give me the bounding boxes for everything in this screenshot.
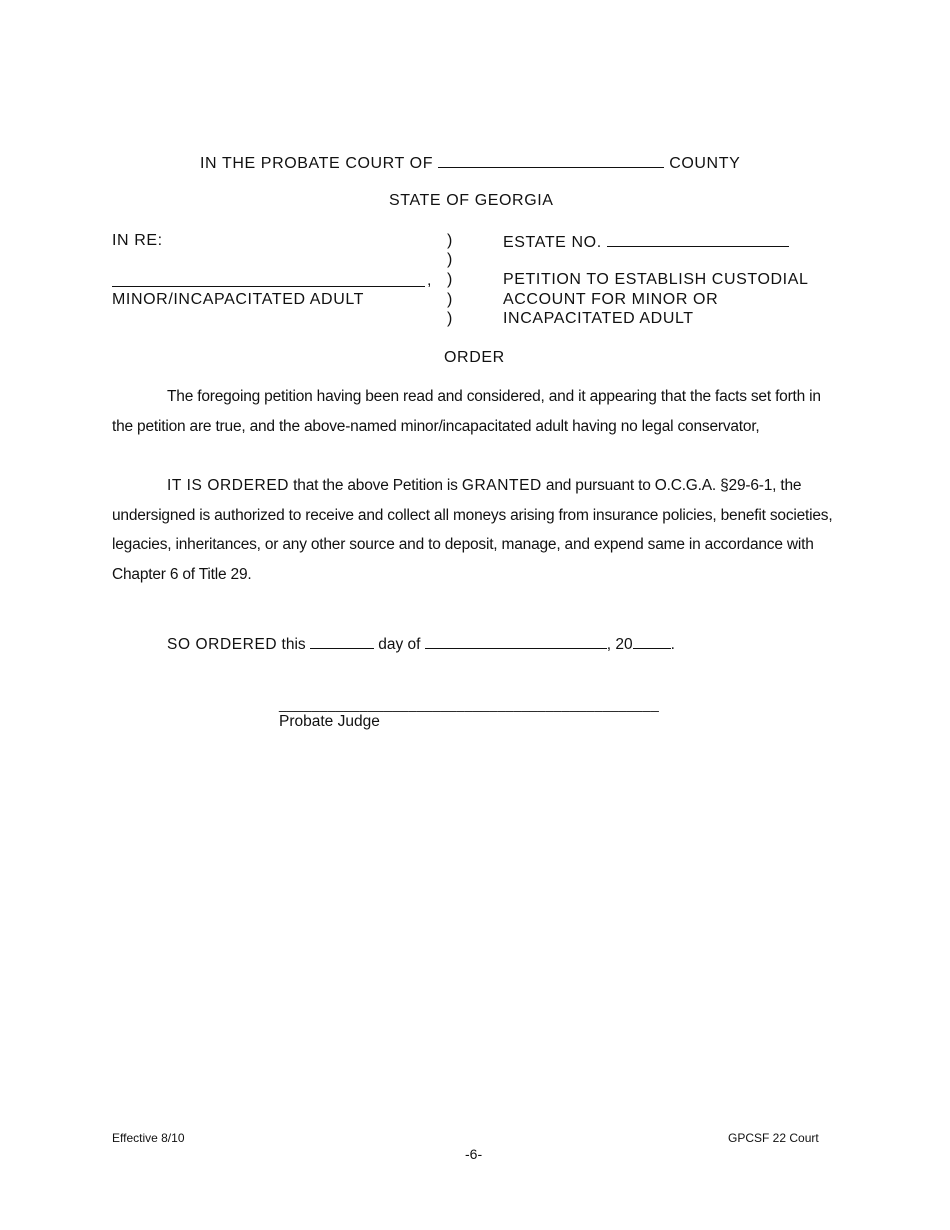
form-id: GPCSF 22 Court (728, 1131, 819, 1145)
petition-title-line: INCAPACITATED ADULT (503, 310, 694, 327)
in-re-label: IN RE: (112, 232, 163, 249)
estate-number (503, 232, 789, 252)
caption-paren: ) (447, 310, 453, 327)
page-number: -6- (465, 1146, 483, 1162)
estate-label: ESTATE NO. (503, 234, 602, 251)
paragraph-2-mid: that the above Petition is (289, 477, 462, 494)
so-ordered-line (167, 634, 675, 654)
day-of-label: day of (373, 636, 425, 653)
county-blank[interactable] (438, 153, 664, 168)
caption-paren: ) (447, 251, 453, 268)
order-paragraph-1 (112, 382, 842, 441)
year-blank[interactable] (633, 634, 671, 649)
caption-paren: ) (447, 271, 453, 288)
county-label: COUNTY (669, 155, 741, 172)
paragraph-1-text: The foregoing petition having been read and considered, and it appearing that the facts set forth in the petition are true, and the above-named minor/incapacitated adult having no legal conservator, (112, 388, 821, 435)
party-name-blank[interactable] (112, 272, 425, 287)
so-ordered-label: SO ORDERED (167, 636, 278, 653)
probate-judge-label: Probate Judge (279, 713, 380, 730)
year-prefix: , 20 (606, 636, 633, 653)
order-paragraph-2 (112, 471, 842, 589)
caption-paren: ) (447, 232, 453, 249)
day-blank[interactable] (310, 634, 374, 649)
effective-date: Effective 8/10 (112, 1131, 185, 1145)
signature-line[interactable]: _______________________________________________ (279, 696, 660, 712)
state-heading: STATE OF GEORGIA (389, 192, 554, 209)
order-title: ORDER (444, 349, 505, 366)
estate-number-blank[interactable] (607, 232, 789, 247)
granted-word: GRANTED (461, 477, 542, 494)
paragraph-2-rest: and pursuant to O.C.G.A. §29-6-1, the undersigned is authorized to receive and collect all moneys arising from insurance policies, benefit societies, legacies, inheritances, or any other source and to deposit, manage, and expend same in accordance with Chapter 6 of Title 29. (112, 477, 833, 583)
this-label: this (277, 636, 310, 653)
petition-title-line: PETITION TO ESTABLISH CUSTODIAL (503, 271, 809, 288)
caption-comma: , (427, 272, 433, 289)
party-label: MINOR/INCAPACITATED ADULT (112, 291, 365, 308)
court-prefix: IN THE PROBATE COURT OF (200, 155, 434, 172)
court-heading (200, 153, 740, 173)
petition-title-line: ACCOUNT FOR MINOR OR (503, 291, 719, 308)
it-is-ordered: IT IS ORDERED (167, 477, 290, 494)
caption-paren: ) (447, 291, 453, 308)
period: . (670, 636, 675, 653)
month-blank[interactable] (425, 634, 607, 649)
